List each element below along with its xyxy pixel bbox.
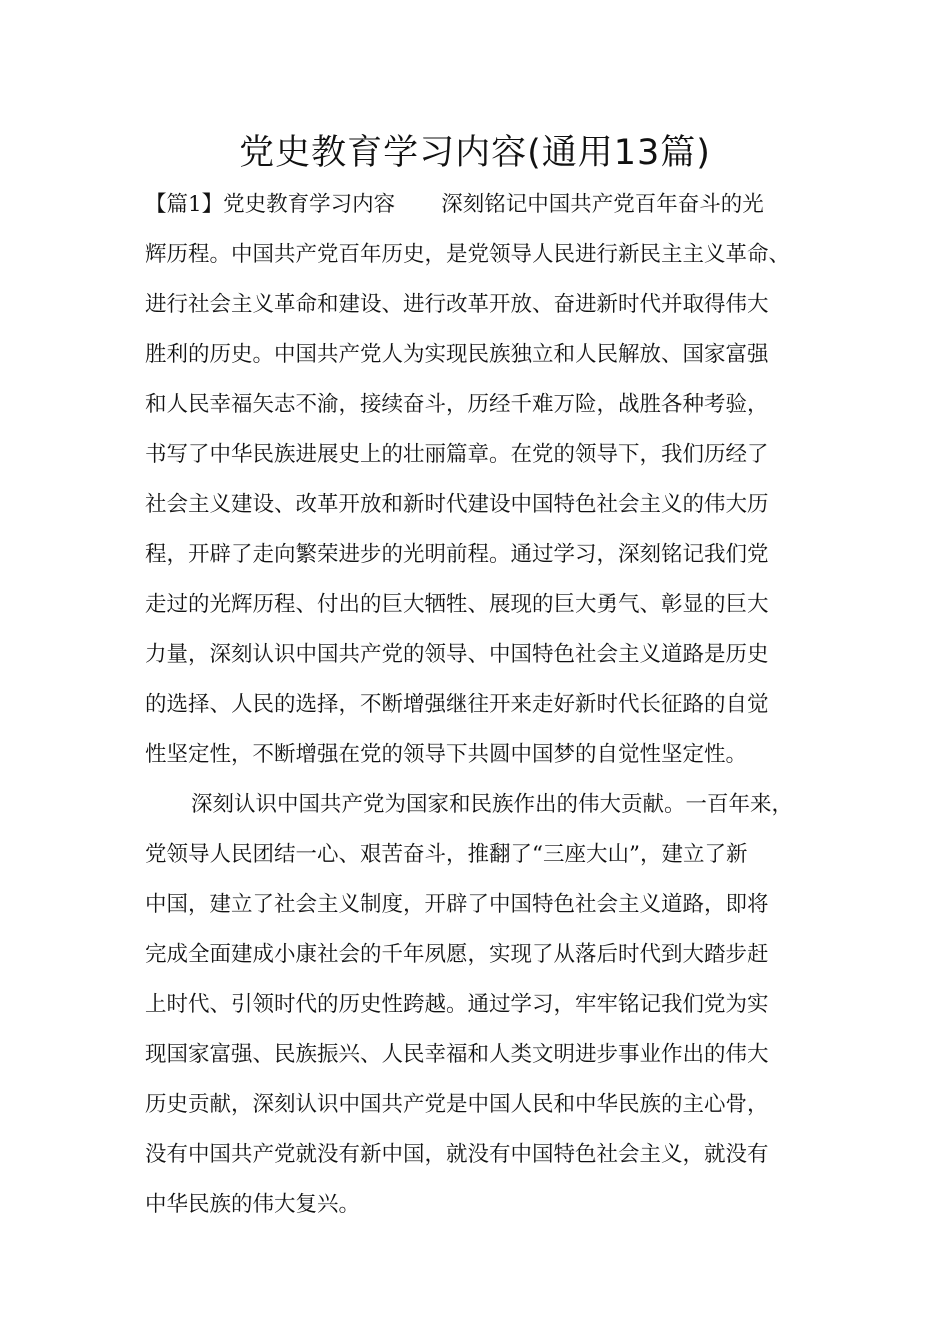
text-line: 胜利的历史。中国共产党人为实现民族独立和人民解放、国家富强 [145, 342, 769, 367]
text-line: 和人民幸福矢志不渝，接续奋斗，历经千难万险，战胜各种考验， [145, 392, 769, 417]
text-line: 的选择、人民的选择，不断增强继往开来走好新时代长征路的自觉 [145, 692, 769, 717]
text-line: 没有中国共产党就没有新中国，就没有中国特色社会主义，就没有 [145, 1142, 769, 1167]
text-line: 深刻认识中国共产党为国家和民族作出的伟大贡献。一百年来， [191, 792, 794, 817]
text-line: 辉历程。中国共产党百年历史，是党领导人民进行新民主主义革命、 [145, 242, 791, 267]
text-line: 社会主义建设、改革开放和新时代建设中国特色社会主义的伟大历 [145, 492, 769, 517]
text-line: 书写了中华民族进展史上的壮丽篇章。在党的领导下，我们历经了 [145, 442, 769, 467]
text-line: 上时代、引领时代的历史性跨越。通过学习，牢牢铭记我们党为实 [145, 992, 769, 1017]
text-line: 程，开辟了走向繁荣进步的光明前程。通过学习，深刻铭记我们党 [145, 542, 769, 567]
text-line: 中国，建立了社会主义制度，开辟了中国特色社会主义道路，即将 [145, 892, 769, 917]
paragraph-1 [145, 180, 805, 780]
text-line: 进行社会主义革命和建设、进行改革开放、奋进新时代并取得伟大 [145, 292, 769, 317]
text-line: 中华民族的伟大复兴。 [145, 1192, 361, 1217]
text-line: 性坚定性，不断增强在党的领导下共圆中国梦的自觉性坚定性。 [145, 742, 748, 767]
text-line: 走过的光辉历程、付出的巨大牺牲、展现的巨大勇气、彰显的巨大 [145, 592, 769, 617]
section-heading: 【篇1】党史教育学习内容 [145, 192, 396, 217]
text-line: 党领导人民团结一心、艰苦奋斗，推翻了“三座大山”，建立了新 [145, 842, 748, 867]
paragraph-2 [145, 780, 805, 1230]
paragraph-1-line-1 [145, 180, 805, 230]
text-line: 现国家富强、民族振兴、人民幸福和人类文明进步事业作出的伟大 [145, 1042, 769, 1067]
text-line: 力量，深刻认识中国共产党的领导、中国特色社会主义道路是历史 [145, 642, 769, 667]
text-line: 完成全面建成小康社会的千年夙愿，实现了从落后时代到大踏步赶 [145, 942, 769, 967]
document-body [145, 180, 805, 1230]
document-title: 党史教育学习内容(通用13篇) [239, 133, 711, 173]
text-line: 历史贡献，深刻认识中国共产党是中国人民和中华民族的主心骨， [145, 1092, 769, 1117]
text-line: 深刻铭记中国共产党百年奋斗的光 [441, 192, 764, 217]
